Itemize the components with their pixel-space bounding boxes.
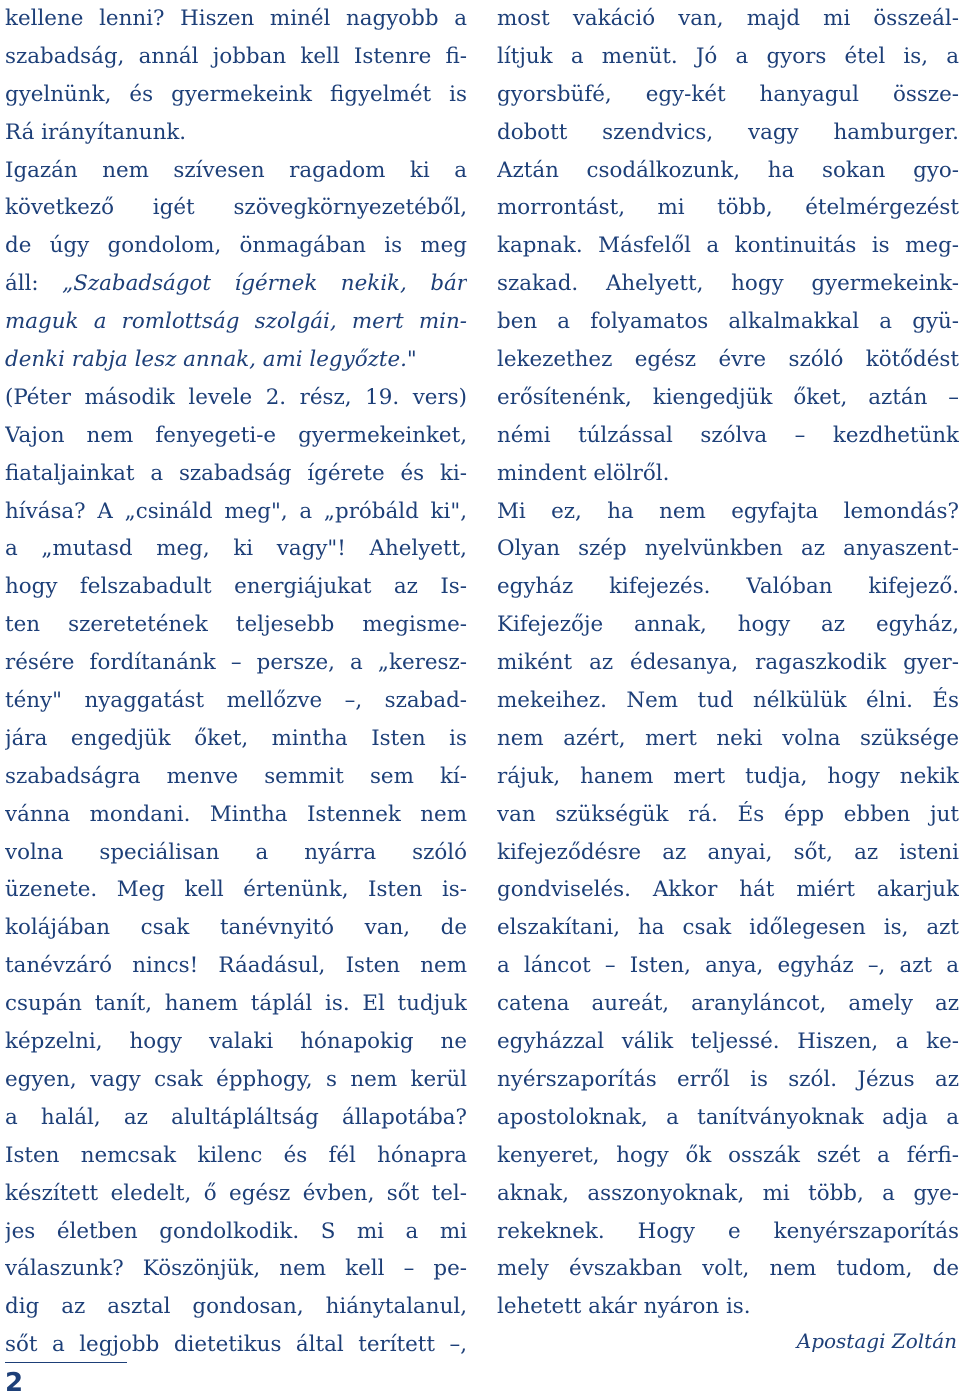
text-line: de úgy gondolom, önmagában is meg (5, 233, 467, 259)
text-line: volna speciálisan a nyárra szóló (5, 839, 467, 865)
text-line: dig az asztal gondosan, hiánytalanul, (5, 1294, 467, 1320)
footer-rule (5, 1362, 127, 1363)
text-line: hívása? A „csináld meg", a „próbáld ki", (5, 498, 467, 524)
right-text-column (497, 0, 959, 1326)
text-line: elszakítani, ha csak időlegesen is, azt (497, 915, 959, 941)
text-line: Aztán csodálkozunk, ha sokan gyo- (497, 157, 959, 183)
text-line: kenyeret, hogy ők osszák szét a férfi- (497, 1142, 959, 1168)
text-line: mekeihez. Nem tud nélkülük élni. És (497, 688, 959, 714)
text-line: Olyan szép nyelvünkben az anyaszent- (497, 536, 959, 562)
text-line: nyérszaporítás erről is szól. Jézus az (497, 1066, 959, 1092)
text-line: tanévzáró nincs! Ráadásul, Isten nem (5, 953, 467, 979)
text-line: áll: „Szabadságot ígérnek nekik, bár (5, 271, 467, 297)
text-line: gyelnünk, és gyermekeink figyelmét is (5, 81, 467, 107)
text-line: kifejeződésre az anyai, sőt, az isteni (497, 839, 959, 865)
text-line: mely évszakban volt, nem tudom, de (497, 1256, 959, 1282)
text-line: a láncot – Isten, anya, egyház –, azt a (497, 953, 959, 979)
text-line: rájuk, hanem mert tudja, hogy nekik (497, 763, 959, 789)
left-text-column (5, 0, 467, 1364)
text-line: jes életben gondolkodik. S mi a mi (5, 1218, 467, 1244)
text-line: rekeknek. Hogy e kenyérszaporítás (497, 1218, 959, 1244)
text-line: csupán tanít, hanem táplál is. El tudjuk (5, 991, 467, 1017)
text-line: kolájában csak tanévnyitó van, de (5, 915, 467, 941)
text-line: morrontást, mi több, ételmérgezést (497, 195, 959, 221)
text-line: szakad. Ahelyett, hogy gyermekeink- (497, 271, 959, 297)
text-line: Kifejezője annak, hogy az egyház, (497, 612, 959, 638)
text-line: Vajon nem fenyegeti-e gyermekeinket, (5, 422, 467, 448)
text-line: (Péter második levele 2. rész, 19. vers) (5, 384, 467, 410)
text-line: ten szeretetének teljesebb megisme- (5, 612, 467, 638)
text-line: miként az édesanya, ragaszkodik gyer- (497, 650, 959, 676)
text-line: szabadságra menve semmit sem kí- (5, 763, 467, 789)
text-line: aknak, asszonyoknak, mi több, a gye- (497, 1180, 959, 1206)
text-line: erősítenénk, kiengedjük őket, aztán – (497, 384, 959, 410)
text-line: egyen, vagy csak épphogy, s nem kerül (5, 1066, 467, 1092)
text-line: maguk a romlottság szolgái, mert min- (5, 309, 467, 335)
text-line: Rá irányítanunk. (5, 119, 187, 145)
author-signature: Apostagi Zoltán (796, 1329, 957, 1353)
text-line: Igazán nem szívesen ragadom ki a (5, 157, 467, 183)
text-line: készített eledelt, ő egész évben, sőt tel- (5, 1180, 467, 1206)
text-line: denki rabja lesz annak, ami legyőzte." (5, 347, 417, 373)
text-line: mindent elölről. (497, 460, 670, 486)
text-line: lítjuk a menüt. Jó a gyors étel is, a (497, 43, 959, 69)
text-line: vánna mondani. Mintha Istennek nem (5, 801, 467, 827)
text-line: szabadság, annál jobban kell Istenre fi- (5, 43, 467, 69)
text-line: tény" nyaggatást mellőzve –, szabad- (5, 688, 467, 714)
text-line: gondviselés. Akkor hát miért akarjuk (497, 877, 959, 903)
text-line: egyházzal válik teljessé. Hiszen, a ke- (497, 1029, 959, 1055)
text-line: nem azért, mert neki volna szüksége (497, 725, 959, 751)
text-line: ben a folyamatos alkalmakkal a gyü- (497, 309, 959, 335)
text-line: dobott szendvics, vagy hamburger. (497, 119, 959, 145)
text-line: lehetett akár nyáron is. (497, 1294, 751, 1320)
text-line: következő igét szövegkörnyezetéből, (5, 195, 467, 221)
text-line: apostoloknak, a tanítványoknak adja a (497, 1104, 959, 1130)
text-line: Isten nemcsak kilenc és fél hónapra (5, 1142, 467, 1168)
text-line: jára engedjük őket, mintha Isten is (5, 725, 467, 751)
text-line: némi túlzással szólva – kezdhetünk (497, 422, 959, 448)
text-line: képzelni, hogy valaki hónapokig ne (5, 1029, 467, 1055)
text-line: üzenete. Meg kell értenünk, Isten is- (5, 877, 467, 903)
text-line: hogy felszabadult energiájukat az Is- (5, 574, 467, 600)
text-line: résére fordítanánk – persze, a „keresz- (5, 650, 467, 676)
text-line: kellene lenni? Hiszen minél nagyobb a (5, 6, 467, 31)
text-line: a halál, az alultápláltság állapotába? (5, 1104, 467, 1130)
text-line: gyorsbüfé, egy-két hanyagul össze- (497, 81, 959, 107)
text-line: kapnak. Másfelől a kontinuitás is meg- (497, 233, 959, 259)
text-line: válaszunk? Köszönjük, nem kell – pe- (5, 1256, 467, 1282)
text-line: van szükségük rá. És épp ebben jut (497, 801, 959, 827)
text-line: fiataljainkat a szabadság ígérete és ki- (5, 460, 467, 486)
text-line: most vakáció van, majd mi összeál- (497, 6, 959, 31)
text-line: a „mutasd meg, ki vagy"! Ahelyett, (5, 536, 467, 562)
text-line: lekezethez egész évre szóló kötődést (497, 347, 959, 373)
text-line: Mi ez, ha nem egyfajta lemondás? (497, 498, 959, 524)
text-line: catena aureát, aranyláncot, amely az (497, 991, 959, 1017)
page-number: 2 (5, 1368, 24, 1398)
text-line: sőt a legjobb dietetikus által terített –, (5, 1332, 467, 1358)
text-line: egyház kifejezés. Valóban kifejező. (497, 574, 959, 600)
